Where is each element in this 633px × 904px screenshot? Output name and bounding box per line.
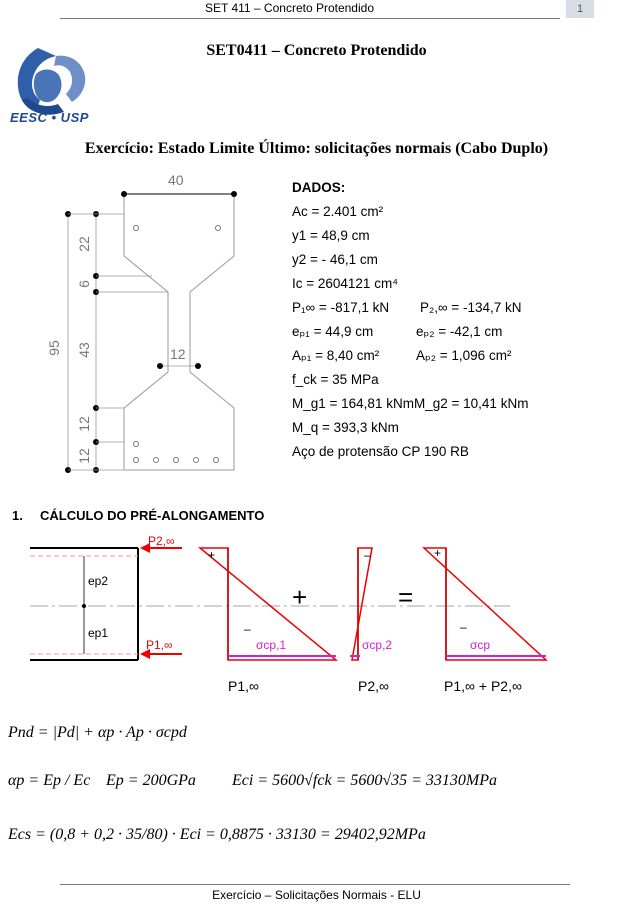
dim-web-width: 12 [170, 346, 186, 362]
bottom-sum-label: P1,∞ + P2,∞ [444, 678, 522, 694]
cross-section-drawing [40, 172, 280, 482]
footer-rule [60, 884, 570, 885]
dados-ac: Ac = 2.401 cm² [292, 204, 384, 219]
dados-ap1: Aₚ₁ = 8,40 cm² [292, 348, 380, 363]
equation-pnd: Pnd = |Pd| + αp · Ap · σcpd [8, 724, 187, 741]
section-number: 1. [12, 508, 23, 523]
dados-ep1: eₚ₁ = 44,9 cm [292, 324, 374, 339]
equation-alpha-p: αp = Ep / Ec [8, 772, 91, 789]
equals-operator: = [398, 582, 414, 612]
diagram1-sign-minus: – [244, 622, 251, 636]
ep2-label: ep2 [88, 574, 109, 588]
header-rule [60, 18, 560, 19]
exercise-title: Exercício: Estado Limite Último: solicitações normais (Cabo Duplo) [84, 140, 549, 157]
dados-p2: P₂,∞ = -134,7 kN [420, 300, 522, 315]
diagram2-sign-minus: – [364, 548, 371, 562]
equation-ecs: Ecs = (0,8 + 0,2 · 35/80) · Eci = 0,8875 · 33130 = 29402,92MPa [8, 826, 426, 843]
running-header [0, 0, 633, 20]
bottom-p1-label: P1,∞ [228, 678, 259, 694]
diagram3-sign-minus: – [460, 620, 467, 634]
dim-left-6: 6 [75, 280, 92, 288]
sigma2-label: σcp,2 [362, 638, 393, 652]
section-title: CÁLCULO DO PRÉ-ALONGAMENTO [40, 508, 265, 523]
dados-ep2: eₚ₂ = -42,1 cm [416, 324, 503, 339]
footer-text: Exercício – Solicitações Normais - ELU [212, 888, 421, 902]
diagram1-sign-plus: + [208, 548, 216, 562]
sigma-label: σcp [470, 638, 491, 652]
dados-ap2: Aₚ₂ = 1,096 cm² [416, 348, 512, 363]
dados-heading: DADOS: [292, 180, 346, 195]
dim-left-12a: 12 [75, 416, 92, 432]
dados-fck: f_ck = 35 MPa [292, 372, 379, 387]
dim-left-43: 43 [75, 342, 92, 358]
diagram3-sign-plus: + [434, 546, 442, 560]
sigma1-label: σcp,1 [256, 638, 287, 652]
equation-ep: Ep = 200GPa [106, 772, 196, 789]
dados-mg1: M_g1 = 164,81 kNm [292, 396, 414, 411]
dim-left-22: 22 [75, 236, 92, 252]
dim-top-width: 40 [168, 172, 184, 188]
ep1-label: ep1 [88, 626, 109, 640]
section-outline [124, 194, 234, 470]
running-title: SET 411 – Concreto Protendido [205, 1, 374, 15]
dados-mg2: M_g2 = 10,41 kNm [414, 396, 529, 411]
dados-y1: y1 = 48,9 cm [292, 228, 370, 243]
logo-text: EESC • USP [10, 110, 89, 125]
equation-eci: Eci = 5600√fck = 5600√35 = 33130MPa [232, 772, 498, 789]
plus-operator: + [292, 582, 308, 612]
p1-force-label: P1,∞ [146, 638, 173, 652]
bottom-p2-label: P2,∞ [358, 678, 389, 694]
dados-y2: y2 = - 46,1 cm [292, 252, 378, 267]
dados-steel: Aço de protensão CP 190 RB [292, 444, 469, 459]
page-number-badge [566, 0, 594, 18]
doc-title: SET0411 – Concreto Protendido [206, 42, 427, 59]
dados-ic: Ic = 2604121 cm⁴ [292, 276, 398, 291]
p2-force-label: P2,∞ [148, 534, 175, 548]
dados-p1: P₁∞ = -817,1 kN [292, 300, 390, 315]
dim-total-height: 95 [45, 340, 62, 356]
dados-mq: M_q = 393,3 kNm [292, 420, 399, 435]
stress-diagram [0, 530, 633, 705]
dim-left-12b: 12 [75, 448, 92, 464]
page-number: 1 [576, 3, 584, 15]
